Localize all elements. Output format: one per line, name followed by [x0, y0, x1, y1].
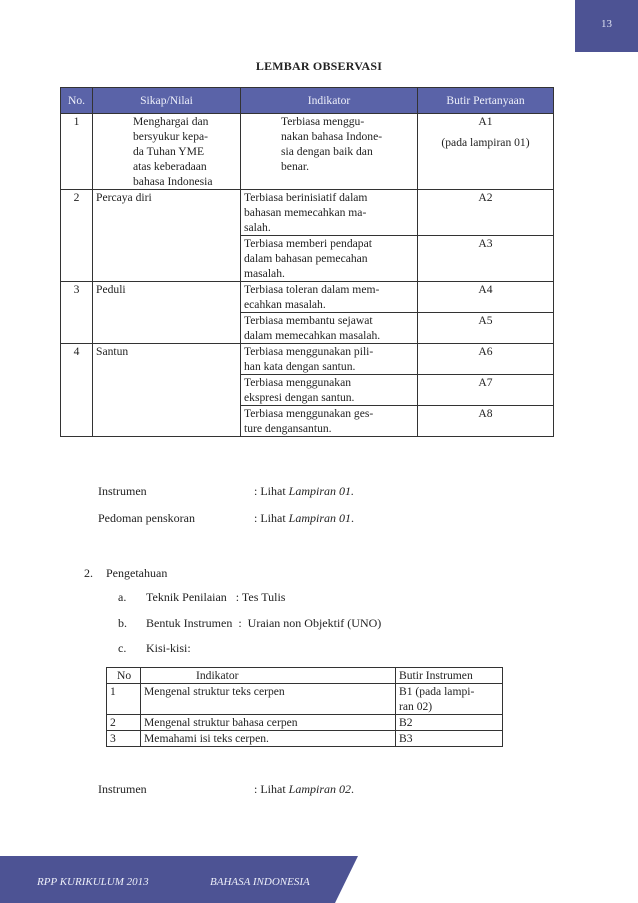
indikator-cell: [241, 375, 418, 406]
indikator-line: Terbiasa menggunakan pili-: [244, 345, 374, 358]
row-number: 1: [61, 114, 93, 190]
indikator-line: Terbiasa berinisiatif dalam: [244, 191, 368, 204]
kisi-indikator: Mengenal struktur bahasa cerpen: [141, 715, 396, 731]
header-indikator: Indikator: [241, 88, 418, 114]
table-row: [61, 282, 554, 313]
indikator-line: bahasan memecahkan ma-: [244, 206, 367, 219]
butir-cell: A5: [418, 313, 554, 344]
pedoman-link: Lampiran 01: [288, 511, 352, 525]
butir-cell: A2: [418, 190, 554, 236]
table-row: [107, 684, 503, 715]
instrumen-prefix: : Lihat: [254, 484, 286, 498]
sikap-line: atas keberadaan: [133, 160, 207, 173]
kisi-indikator: Memahami isi teks cerpen.: [141, 731, 396, 747]
sikap-line: da Tuhan YME: [133, 145, 205, 158]
kisi-header-no: No: [107, 668, 141, 684]
table-row: [107, 715, 503, 731]
kisi-butir-line: B1 (pada lampi-: [399, 685, 475, 698]
instrumen-prefix: : Lihat: [254, 782, 286, 796]
header-sikap: Sikap/Nilai: [93, 88, 241, 114]
sikap-line: bersyukur kepa-: [133, 130, 209, 143]
pedoman-prefix: : Lihat: [254, 511, 286, 525]
list-item: Bentuk Instrumen : Uraian non Objektif (UNO): [146, 616, 382, 630]
table-row: [61, 114, 554, 190]
indikator-cell: [241, 282, 418, 313]
butir-code: A1: [478, 115, 493, 128]
table-row: [61, 313, 554, 344]
page-title: LEMBAR OBSERVASI: [255, 59, 383, 73]
indikator-line: Terbiasa memberi pendapat: [244, 237, 372, 250]
table-row: [107, 731, 503, 747]
indikator-line: ecahkan masalah.: [244, 298, 326, 311]
section-number: 2.: [84, 566, 93, 580]
kisi-header-butir: Butir Instrumen: [396, 668, 503, 684]
butir-cell: [418, 114, 554, 190]
instrumen-label: Instrumen: [98, 782, 147, 796]
observation-table: [60, 87, 554, 437]
butir-note: (pada lampiran 01): [441, 136, 530, 149]
footer-left-text: RPP KURIKULUM 2013: [37, 876, 149, 888]
indikator-line: ekspresi dengan santun.: [244, 391, 355, 404]
empty-cell: [93, 406, 241, 437]
empty-cell: [93, 236, 241, 282]
indikator-cell: [241, 236, 418, 282]
section-heading: Pengetahuan: [106, 566, 168, 580]
indikator-cell: [241, 313, 418, 344]
indikator-line: Terbiasa toleran dalam mem-: [244, 283, 380, 296]
sikap-cell: Santun: [93, 344, 241, 375]
butir-cell: A3: [418, 236, 554, 282]
kisi-indikator: Mengenal struktur teks cerpen: [141, 684, 396, 715]
kisi-no: 3: [107, 731, 141, 747]
empty-cell: [61, 236, 93, 282]
list-letter: b.: [118, 616, 127, 630]
indikator-line: masalah.: [244, 267, 285, 280]
instrumen-label: Instrumen: [98, 484, 147, 498]
sikap-cell: Peduli: [93, 282, 241, 313]
indikator-cell: [241, 406, 418, 437]
instrumen-value: [254, 781, 354, 797]
instrumen-value: [254, 483, 354, 499]
instrumen-link: Lampiran 01.: [288, 484, 355, 498]
kisi-butir-line: ran 02): [399, 700, 433, 713]
kisi-no: 2: [107, 715, 141, 731]
indikator-line: nakan bahasa Indone-: [281, 130, 383, 143]
kisi-no: 1: [107, 684, 141, 715]
instrumen-suffix: .: [351, 782, 355, 796]
table-row: [61, 236, 554, 282]
sikap-line: bahasa Indonesia: [133, 175, 213, 188]
empty-cell: [93, 375, 241, 406]
table-row: [61, 375, 554, 406]
list-item: Kisi-kisi:: [146, 641, 191, 655]
empty-cell: [93, 313, 241, 344]
indikator-cell: [241, 190, 418, 236]
butir-cell: A6: [418, 344, 554, 375]
table-row: [61, 190, 554, 236]
indikator-line: ture dengansantun.: [244, 422, 332, 435]
page-number: 13: [601, 18, 612, 30]
row-number: 2: [61, 190, 93, 236]
kisi-header-row: [107, 668, 503, 684]
indikator-line: Terbiasa menggu-: [281, 115, 365, 128]
empty-cell: [61, 313, 93, 344]
empty-cell: [61, 375, 93, 406]
list-letter: c.: [118, 641, 127, 655]
indikator-line: Terbiasa membantu sejawat: [244, 314, 373, 327]
indikator-line: salah.: [244, 221, 271, 234]
indikator-line: han kata dengan santun.: [244, 360, 356, 373]
pedoman-label: Pedoman penskoran: [98, 511, 195, 525]
indikator-line: benar.: [281, 160, 310, 173]
row-number: 4: [61, 344, 93, 375]
indikator-line: Terbiasa menggunakan ges-: [244, 407, 374, 420]
kisi-header-indikator: Indikator: [141, 668, 396, 684]
instrumen-link: Lampiran 02: [288, 782, 352, 796]
butir-cell: A7: [418, 375, 554, 406]
footer-right-text: BAHASA INDONESIA: [210, 876, 310, 888]
table-row: [61, 406, 554, 437]
sikap-line: Menghargai dan: [133, 115, 209, 128]
observation-header-row: [61, 88, 554, 114]
indikator-cell: [241, 344, 418, 375]
header-butir: Butir Pertanyaan: [418, 88, 554, 114]
pedoman-value: [254, 510, 354, 526]
page-number-box: [575, 0, 638, 52]
list-letter: a.: [118, 590, 127, 604]
butir-cell: A8: [418, 406, 554, 437]
sikap-cell: Percaya diri: [93, 190, 241, 236]
kisi-butir: B2: [396, 715, 503, 731]
indikator-line: Terbiasa menggunakan: [244, 376, 352, 389]
header-no: No.: [61, 88, 93, 114]
indikator-cell: [241, 114, 418, 190]
kisi-butir: B3: [396, 731, 503, 747]
butir-cell: A4: [418, 282, 554, 313]
table-row: [61, 344, 554, 375]
row-number: 3: [61, 282, 93, 313]
indikator-line: sia dengan baik dan: [281, 145, 373, 158]
list-item: Teknik Penilaian : Tes Tulis: [146, 590, 286, 604]
sikap-cell: [93, 114, 241, 190]
kisi-kisi-table: [106, 667, 503, 747]
kisi-butir: [396, 684, 503, 715]
empty-cell: [61, 406, 93, 437]
pedoman-suffix: .: [351, 511, 355, 525]
indikator-line: dalam bahasan pemecahan: [244, 252, 368, 265]
indikator-line: dalam memecahkan masalah.: [244, 329, 381, 342]
